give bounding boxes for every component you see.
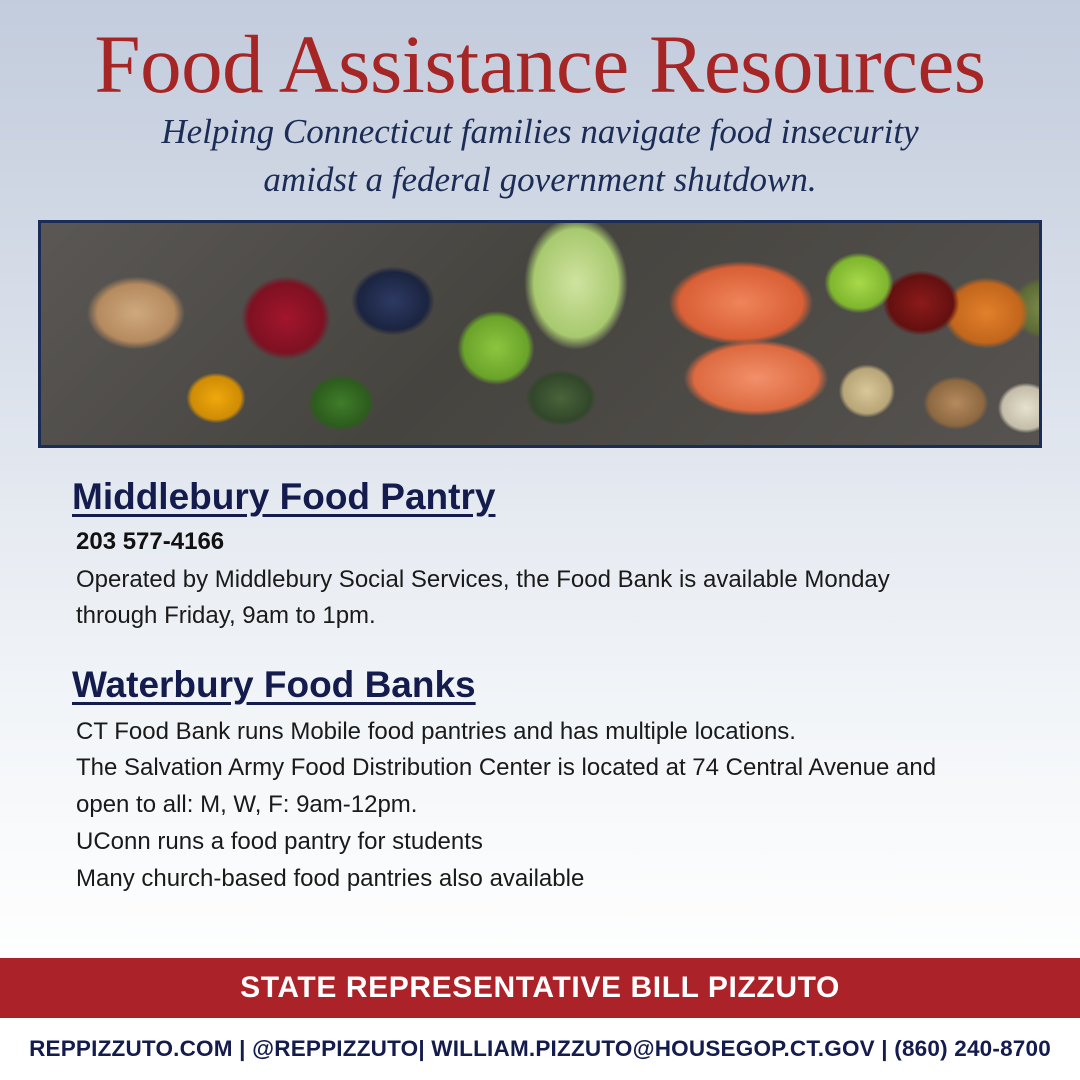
page-subtitle-line-1: Helping Connecticut families navigate food insecurity	[161, 111, 919, 151]
description-line: open to all: M, W, F: 9am-12pm.	[76, 791, 418, 819]
food-photo-banner	[38, 220, 1042, 448]
description-line: UConn runs a food pantry for students	[76, 827, 483, 855]
phone-number-middlebury[interactable]: 203 577-4166	[76, 528, 225, 556]
description-line: Operated by Middlebury Social Services, the Food Bank is available Monday	[76, 565, 890, 593]
page-title: Food Assistance Resources	[94, 18, 986, 110]
resource-section-waterbury	[72, 662, 1008, 896]
footer-banner	[0, 958, 1080, 1018]
description-line: Many church-based food pantries also available	[76, 864, 585, 892]
section-heading-middlebury[interactable]: Middlebury Food Pantry	[72, 476, 496, 518]
page-subtitle-line-2: amidst a federal government shutdown.	[263, 160, 817, 200]
footer-banner-text: STATE REPRESENTATIVE BILL PIZZUTO	[240, 971, 840, 1004]
section-heading-waterbury[interactable]: Waterbury Food Banks	[72, 664, 476, 706]
description-line: CT Food Bank runs Mobile food pantries and has multiple locations.	[76, 717, 796, 745]
resource-section-middlebury	[72, 474, 1008, 634]
footer-contact-bar	[0, 1018, 1080, 1080]
food-photo-image	[41, 223, 1039, 445]
description-line: through Friday, 9am to 1pm.	[76, 602, 376, 630]
poster-header	[0, 0, 1080, 208]
description-line: The Salvation Army Food Distribution Center is located at 74 Central Avenue and	[76, 754, 937, 782]
resource-list	[0, 448, 1080, 958]
footer-contact-text[interactable]: REPPIZZUTO.COM | @REPPIZZUTO| WILLIAM.PIZZUTO@HOUSEGOP.CT.GOV | (860) 240-8700	[29, 1036, 1051, 1061]
